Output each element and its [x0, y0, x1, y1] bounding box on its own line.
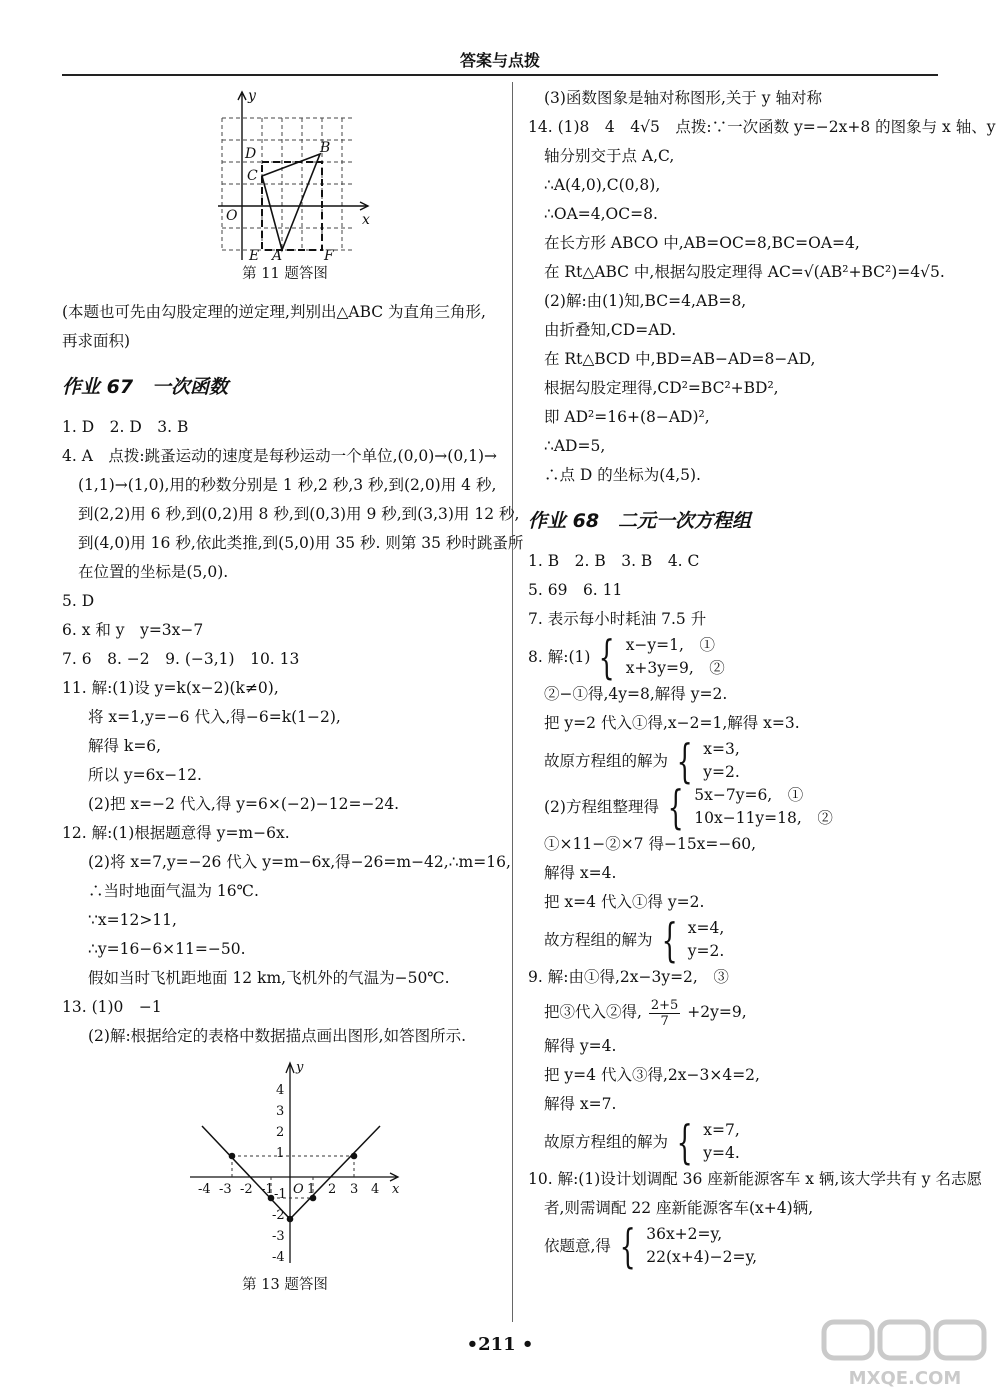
answer-line: (3)函数图象是轴对称图形,关于 y 轴对称 — [544, 89, 822, 107]
equation: x=3, — [703, 740, 740, 758]
figure-13 — [62, 1055, 508, 1273]
equation-system-8-1: 8. 解:(1) { x−y=1, ① x+3y=9, ② — [528, 630, 725, 684]
answer-line: 10. 解:(1)设计划调配 36 座新能源客车 x 辆,该大学共有 y 名志愿 — [528, 1170, 982, 1188]
answer-line: 轴分别交于点 A,C, — [544, 147, 675, 165]
answer-line: 把 x=4 代入①得 y=2. — [544, 893, 705, 911]
fig13-point — [351, 1153, 358, 1160]
equation-system-10: 依题意,得 { 36x+2=y, 22(x+4)−2=y, — [544, 1219, 758, 1273]
note-line: 再求面积) — [62, 332, 131, 350]
answer-line: ∴A(4,0),C(0,8), — [544, 176, 661, 194]
answer-line: 解得 x=4. — [544, 864, 617, 882]
answer-line: 根据勾股定理得,CD²=BC²+BD², — [544, 379, 779, 397]
fig11-label-A: A — [272, 248, 283, 262]
brace-symbol: { — [676, 734, 693, 788]
answer-line: 到(2,2)用 6 秒,到(0,2)用 8 秒,到(0,3)用 9 秒,到(3,3)用 12 秒, — [78, 505, 520, 523]
equation: x+3y=9, ② — [625, 659, 725, 677]
answer-line: ∴OA=4,OC=8. — [544, 205, 658, 223]
fig11-label-E: E — [249, 248, 260, 262]
answer-line: 将 x=1,y=−6 代入,得−6=k(1−2), — [88, 708, 341, 726]
answer-line: 假如当时飞机距地面 12 km,飞机外的气温为−50℃. — [88, 969, 450, 987]
equation: y=4. — [703, 1144, 740, 1162]
fraction: $\frac{2+5}{7}$ — [650, 997, 679, 1029]
answer-line: ∴当时地面气温为 16℃. — [88, 882, 259, 900]
equation: x−y=1, ① — [625, 636, 715, 654]
brace-symbol: { — [667, 780, 684, 834]
answer-line: (2)解:根据给定的表格中数据描点画出图形,如答图所示. — [88, 1027, 467, 1045]
fig13-graph-line — [202, 1126, 380, 1219]
answer-line: 解得 x=7. — [544, 1095, 617, 1113]
brace-symbol: { — [661, 913, 678, 967]
left-column — [62, 84, 524, 1297]
answer-line: 解得 k=6, — [88, 737, 162, 755]
fig11-label-F: F — [324, 248, 334, 262]
section-heading-hw67: 作业 67 一次函数 — [62, 376, 229, 398]
solution-system-2: 故方程组的解为 { x=4, y=2. — [544, 913, 725, 967]
equation: x=7, — [703, 1121, 740, 1139]
answer-line: 所以 y=6x−12. — [88, 766, 202, 784]
fig13-ytick: -3 — [272, 1229, 285, 1244]
fig13-xtick: 2 — [328, 1182, 337, 1197]
answer-line: 在 Rt△BCD 中,BD=AB−AD=8−AD, — [544, 350, 816, 368]
answer-line-fraction: 把③代入②得, $\frac{2+5}{7}$ +2y=9, — [544, 997, 747, 1029]
fig13-ytick: 1 — [276, 1146, 285, 1161]
fig13-xtick: 1 — [307, 1182, 316, 1197]
answer-line: 者,则需调配 22 座新能源客车(x+4)辆, — [544, 1199, 814, 1217]
answer-line: 把 y=4 代入③得,2x−3×4=2, — [544, 1066, 760, 1084]
answer-line: 在长方形 ABCO 中,AB=OC=8,BC=OA=4, — [544, 234, 860, 252]
fig13-xtick: O — [293, 1182, 304, 1197]
watermark-text: MXQE.COM — [848, 1368, 962, 1389]
brace-symbol: { — [598, 630, 616, 684]
page-header: 答案与点拨 — [459, 51, 540, 70]
answer-line: (2)将 x=7,y=−26 代入 y=m−6x,得−26=m−42,∴m=16, — [88, 853, 511, 871]
brace-symbol: { — [676, 1115, 693, 1169]
fig11-label-x: x — [362, 212, 370, 228]
answer-line: 13. (1)0 −1 — [62, 998, 162, 1016]
answer-line: (1,1)→(1,0),用的秒数分别是 1 秒,2 秒,3 秒,到(2,0)用 4 秒, — [78, 476, 497, 494]
equation: 10x−11y=18, ② — [694, 809, 833, 827]
fig13-xtick: -4 — [198, 1182, 211, 1197]
header-rule — [62, 74, 938, 76]
answer-line: 5. 69 6. 11 — [528, 581, 623, 599]
answer-line: ∴AD=5, — [544, 437, 606, 455]
equation: x=4, — [687, 919, 725, 937]
equation: 22(x+4)−2=y, — [646, 1248, 758, 1266]
answer-line: 把 y=2 代入①得,x−2=1,解得 x=3. — [544, 714, 800, 732]
fig13-xtick: -2 — [240, 1182, 253, 1197]
fig13-point — [229, 1153, 236, 1160]
page-number: •211 • — [466, 1334, 534, 1355]
fig11-label-D: D — [245, 146, 257, 162]
solution-system-3: 故原方程组的解为 { x=7, y=4. — [544, 1115, 740, 1169]
answer-line: 在位置的坐标是(5,0). — [78, 563, 229, 581]
equation-system-8-2: (2)方程组整理得 { 5x−7y=6, ① 10x−11y=18, ② — [544, 780, 833, 834]
figure-11-caption: 第 11 题答图 — [242, 266, 328, 282]
answer-line: 由折叠知,CD=AD. — [544, 321, 677, 339]
answer-line: ∴y=16−6×11=−50. — [88, 940, 246, 958]
fig13-xtick: 4 — [371, 1182, 380, 1197]
equation: y=2. — [703, 763, 740, 781]
answer-line: ①×11−②×7 得−15x=−60, — [544, 835, 757, 853]
answer-line: 6. x 和 y y=3x−7 — [62, 621, 204, 639]
fig13-xtick: -3 — [219, 1182, 232, 1197]
note-line: (本题也可先由勾股定理的逆定理,判别出△ABC 为直角三角形, — [62, 303, 486, 321]
right-column — [528, 84, 996, 1273]
answer-line: 7. 6 8. −2 9. (−3,1) 10. 13 — [62, 650, 300, 668]
answer-line: 即 AD²=16+(8−AD)², — [544, 408, 710, 426]
fig13-xtick: -1 — [261, 1182, 274, 1197]
fig13-xtick: 3 — [350, 1182, 359, 1197]
answer-line: 11. 解:(1)设 y=k(x−2)(k≠0), — [62, 679, 279, 697]
answer-line: 解得 y=4. — [544, 1037, 617, 1055]
answer-line: 到(4,0)用 16 秒,依此类推,到(5,0)用 35 秒. 则第 35 秒时跳蚤所 — [78, 534, 524, 552]
fig13-ytick: -1 — [274, 1187, 287, 1202]
answer-line: 9. 解:由①得,2x−3y=2, ③ — [528, 968, 729, 986]
answer-line: 4. A 点拨:跳蚤运动的速度是每秒运动一个单位,(0,0)→(0,1)→ — [62, 447, 498, 465]
answer-line: 12. 解:(1)根据题意得 y=m−6x. — [62, 824, 290, 842]
fig13-ytick: -2 — [272, 1208, 285, 1223]
fig11-label-B: B — [320, 140, 331, 156]
watermark-logo — [820, 1318, 990, 1390]
brace-symbol: { — [619, 1219, 636, 1273]
fig13-ytick: 3 — [276, 1104, 285, 1119]
fig13-label-x: x — [392, 1182, 400, 1197]
fig13-ytick: 2 — [276, 1125, 285, 1140]
answer-line: ∴点 D 的坐标为(4,5). — [544, 466, 701, 484]
answer-line: (2)把 x=−2 代入,得 y=6×(−2)−12=−24. — [88, 795, 400, 813]
answer-line: 在 Rt△ABC 中,根据勾股定理得 AC=√(AB²+BC²)=4√5. — [544, 263, 945, 281]
answer-line: ②−①得,4y=8,解得 y=2. — [544, 685, 728, 703]
fig11-label-O: O — [226, 208, 238, 224]
figure-11 — [62, 84, 508, 262]
solution-system-1: 故原方程组的解为 { x=3, y=2. — [544, 734, 740, 788]
equation: 36x+2=y, — [646, 1225, 723, 1243]
answer-line: (2)解:由(1)知,BC=4,AB=8, — [544, 292, 747, 310]
fig13-point — [287, 1216, 294, 1223]
column-divider — [512, 82, 513, 1322]
fig11-label-C: C — [247, 168, 258, 184]
answer-line: 7. 表示每小时耗油 7.5 升 — [528, 610, 707, 628]
equation: 5x−7y=6, ① — [694, 786, 804, 804]
answer-line: 1. B 2. B 3. B 4. C — [528, 552, 700, 570]
answer-line: 1. D 2. D 3. B — [62, 418, 189, 436]
answer-line: 14. (1)8 4 4√5 点拨:∵一次函数 y=−2x+8 的图象与 x 轴、y — [528, 118, 996, 136]
section-heading-hw68: 作业 68 二元一次方程组 — [528, 510, 752, 532]
equation: y=2. — [687, 942, 725, 960]
figure-13-caption: 第 13 题答图 — [242, 1277, 328, 1293]
answer-line: ∵x=12>11, — [88, 911, 177, 929]
answer-line: 5. D — [62, 592, 95, 610]
fig13-ytick: -4 — [272, 1250, 285, 1265]
fig13-label-y: y — [296, 1060, 304, 1075]
fig11-label-y: y — [248, 88, 256, 104]
fig11-triangle — [262, 154, 320, 250]
fig13-ytick: 4 — [276, 1083, 285, 1098]
